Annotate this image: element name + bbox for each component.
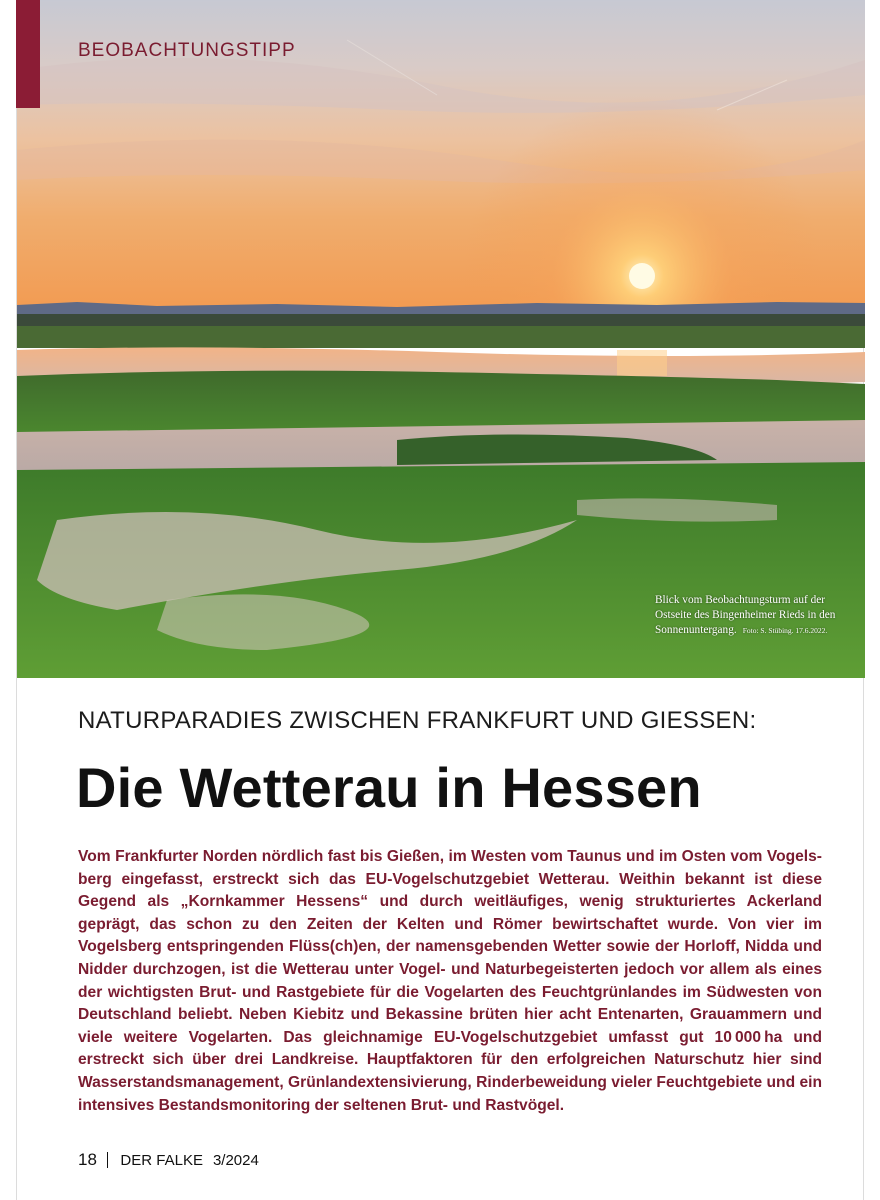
- cover-photo: [17, 0, 865, 678]
- wetland-sunset-photo: [17, 0, 865, 678]
- section-accent-bar: [16, 0, 40, 108]
- photo-caption: [655, 593, 855, 638]
- footer-divider: [107, 1152, 109, 1168]
- magazine-name: DER FALKE: [120, 1151, 203, 1169]
- caption-text: Blick vom Beobachtungsturm auf der Ostseite des Bingenheimer Rieds in den Sonnenuntergang.: [655, 594, 836, 636]
- caption-credit: Foto: S. Stübing. 17.6.2022.: [742, 626, 828, 635]
- article-lead-paragraph: Vom Frankfurter Norden nördlich fast bis Gießen, im Westen vom Taunus und im Osten vom Vogelsberg eingefasst, erstreckt sich das EU-Vogelschutzgebiet Wetterau. Weithin bekannt ist diese Gegend als „Kornkammer Hessens“ und durch weitläufiges, wenig strukturiertes Ackerland geprägt, das schon zu den Zeiten der Kelten und Römer bewirtschaftet wurde. Von vier im Vogelsberg entspringenden Flüss(ch)en, der namensgebenden Wetter sowie der Horloff, Nidda und Nidder durchzogen, ist die Wetterau unter Vogel- und Naturbegeisterten jedoch vor allem als eines der wichtigsten Brut- und Rastgebiete für die Vogelarten des Feuchtgrünlandes im Südwesten von Deutschland beliebt. Neben Kiebitz und Bekassine brüten hier acht Entenarten, Grauammern und viele weitere Vogelarten. Das gleichnamige EU-Vogelschutzgebiet umfasst gut 10 000 ha und erstreckt sich über drei Landkreise. Hauptfaktoren für den erfolgreichen Naturschutz hier sind Wasserstandsmanagement, Grünlandextensivierung, Rinderbeweidung vieler Feuchtgebiete und ein intensives Bestandsmonitoring der seltenen Brut- und Rastvögel.: [78, 848, 822, 1114]
- section-label: BEOBACHTUNGSTIPP: [78, 40, 296, 61]
- article-headline: Die Wetterau in Hessen: [76, 756, 702, 819]
- issue-number: 3/2024: [212, 1151, 259, 1169]
- page-footer: [78, 1150, 259, 1170]
- article-kicker: NATURPARADIES ZWISCHEN FRANKFURT UND GIESSEN:: [78, 707, 757, 734]
- page-number: 18: [78, 1150, 97, 1169]
